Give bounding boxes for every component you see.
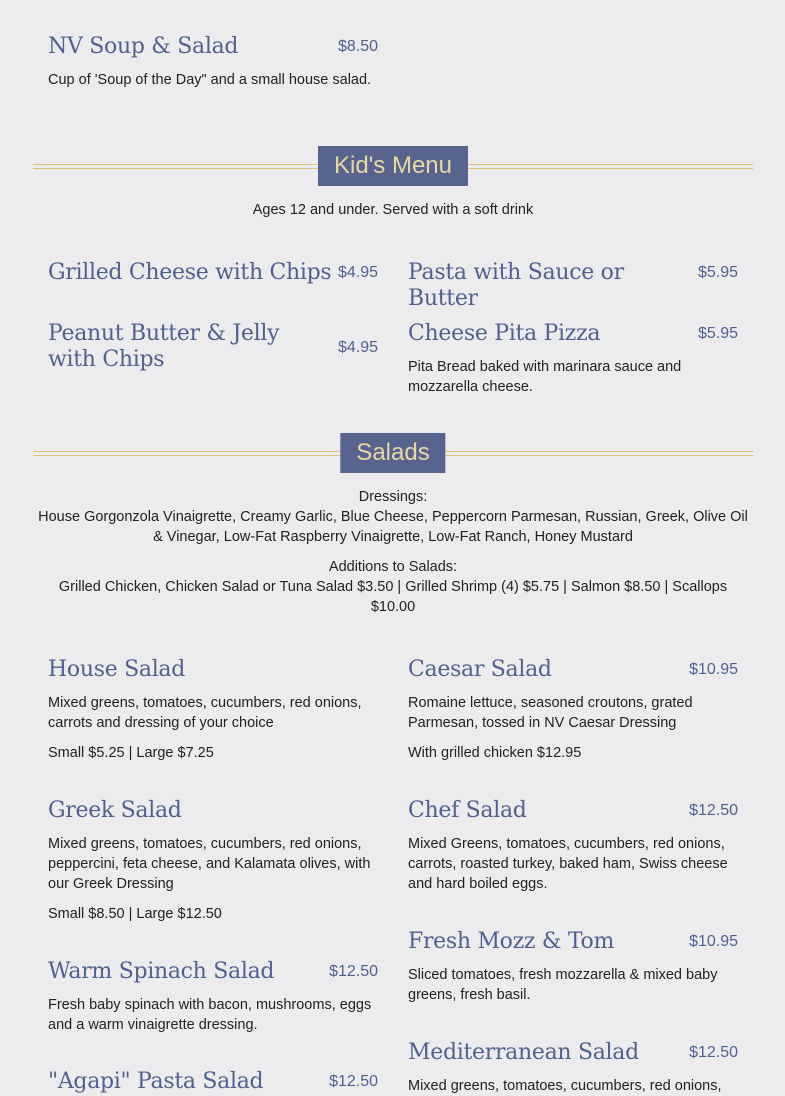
item-size-prices: Small $8.50 | Large $12.50 <box>48 906 222 922</box>
item-size-prices: Small $5.25 | Large $7.25 <box>48 745 214 761</box>
item-price: $5.95 <box>697 264 738 281</box>
additions-list: Grilled Chicken, Chicken Salad or Tuna Salad $3.50 | Grilled Shrimp (4) $5.75 | Salmon $8.50 | Scallops $10.00 <box>58 579 728 615</box>
section-title: Salads <box>340 433 445 473</box>
item-description: Pita Bread baked with marinara sauce and mozzarella cheese. <box>408 359 682 395</box>
item-description: Sliced tomatoes, fresh mozzarella & mixed baby greens, fresh basil. <box>408 967 718 1003</box>
menu-item-greek-salad <box>48 798 378 924</box>
dressings-label: Dressings: <box>358 489 428 505</box>
item-description: Mixed greens, tomatoes, cucumbers, red onions, <box>408 1078 722 1094</box>
item-name: Greek Salad <box>48 798 182 823</box>
additions-label: Additions to Salads: <box>328 559 458 575</box>
menu-item-cheese-pita-pizza <box>408 321 738 397</box>
item-price: $12.50 <box>689 802 738 819</box>
kids-menu-note: Ages 12 and under. Served with a soft drink <box>252 202 534 218</box>
menu-item-pasta <box>408 260 738 312</box>
item-name: House Salad <box>48 657 186 682</box>
item-description: Cup of 'Soup of the Day" and a small house salad. <box>48 72 372 88</box>
item-price: $12.50 <box>689 1044 738 1061</box>
menu-item-grilled-cheese <box>48 260 378 286</box>
item-name: Peanut Butter & Jelly with Chips <box>48 321 280 372</box>
menu-item-caesar-salad <box>408 657 738 763</box>
item-price: $12.50 <box>329 1073 378 1090</box>
item-option-price: With grilled chicken $12.95 <box>408 745 582 761</box>
item-description: Fresh baby spinach with bacon, mushrooms, eggs and a warm vinaigrette dressing. <box>48 997 372 1033</box>
menu-item-fresh-mozz-tom <box>408 929 738 1005</box>
menu-item-mediterranean-salad <box>408 1040 738 1096</box>
menu-item-nv-soup-salad <box>48 34 378 90</box>
item-description: Romaine lettuce, seasoned croutons, grated Parmesan, tossed in NV Caesar Dressing <box>408 695 693 731</box>
dressings-list: House Gorgonzola Vinaigrette, Creamy Garlic, Blue Cheese, Peppercorn Parmesan, Russian, Greek, Olive Oil & Vinegar, Low-Fat Raspberry Vinaigrette, Low-Fat Ranch, Honey Mustard <box>38 509 748 545</box>
item-name: Chef Salad <box>408 798 527 823</box>
item-name: Grilled Cheese with Chips <box>48 260 332 285</box>
item-name: Fresh Mozz & Tom <box>408 929 615 954</box>
section-header-salads <box>33 433 753 473</box>
item-description: Mixed Greens, tomatoes, cucumbers, red onions, carrots, roasted turkey, baked ham, Swiss cheese and hard boiled eggs. <box>408 836 728 892</box>
section-header-kids-menu <box>33 146 753 186</box>
item-price: $4.95 <box>337 339 378 356</box>
item-price: $4.95 <box>337 264 378 281</box>
item-name: "Agapi" Pasta Salad <box>48 1069 264 1094</box>
item-name: NV Soup & Salad <box>48 34 239 59</box>
item-name: Cheese Pita Pizza <box>408 321 601 346</box>
item-price: $10.95 <box>689 661 738 678</box>
item-description: Mixed greens, tomatoes, cucumbers, red onions, carrots and dressing of your choice <box>48 695 362 731</box>
item-price: $12.50 <box>329 963 378 980</box>
item-price: $5.95 <box>697 325 738 342</box>
item-price: $8.50 <box>337 38 378 55</box>
item-name: Mediterranean Salad <box>408 1040 639 1065</box>
item-name: Warm Spinach Salad <box>48 959 275 984</box>
item-price: $10.95 <box>689 933 738 950</box>
menu-item-chef-salad <box>408 798 738 894</box>
item-name: Pasta with Sauce or Butter <box>408 260 624 311</box>
menu-item-house-salad <box>48 657 378 763</box>
menu-item-warm-spinach-salad <box>48 959 378 1035</box>
item-name: Caesar Salad <box>408 657 552 682</box>
menu-item-pbj <box>48 321 378 373</box>
section-title: Kid's Menu <box>318 146 468 186</box>
menu-item-agapi-pasta-salad <box>48 1069 378 1095</box>
item-description: Mixed greens, tomatoes, cucumbers, red onions, peppercini, feta cheese, and Kalamata olives, with our Greek Dressing <box>48 836 371 892</box>
